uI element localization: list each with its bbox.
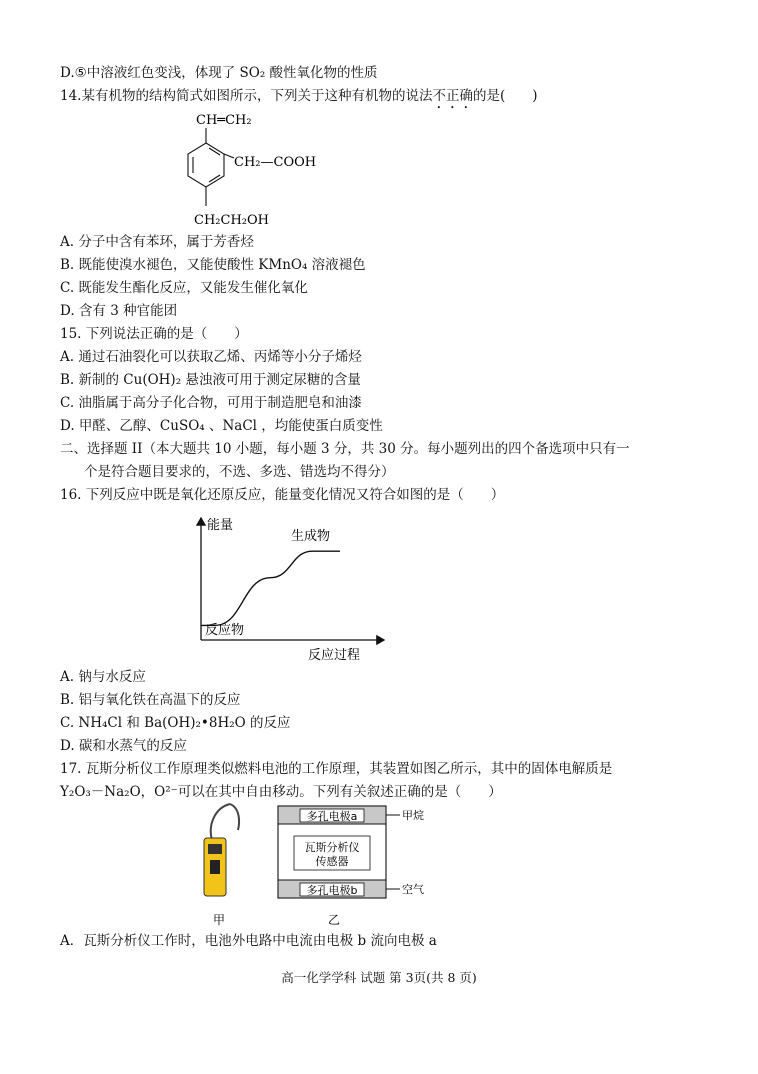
structural-formula (180, 108, 370, 232)
y-axis-label: 能量 (207, 518, 234, 533)
q14-option-c: C. 既能发生酯化反应，又能发生催化氧化 (60, 280, 308, 296)
x-axis-label: 反应过程 (308, 648, 361, 662)
q16-option-b: B. 铝与氧化铁在高温下的反应 (60, 692, 241, 708)
electrode-a-label: 多孔电极a (306, 810, 358, 823)
label-jia: 甲 (213, 913, 226, 927)
sensor-label-2: 传感器 (315, 855, 349, 868)
q14-option-a: A. 分子中含有苯环，属于芳香烃 (60, 234, 254, 250)
q17-stem: 17. 瓦斯分析仪工作原理类似燃料电池的工作原理，其装置如图乙所示，其中的固体电解质是 (60, 761, 613, 777)
q16-option-d: D. 碳和水蒸气的反应 (60, 738, 187, 754)
product-label: 生成物 (291, 529, 331, 544)
q13-option-d: D.⑤中溶液红色变浅，体现了 SO₂ 酸性氧化物的性质 (60, 65, 378, 81)
electrode-b-label: 多孔电极b (306, 884, 358, 897)
energy-diagram (190, 512, 390, 662)
q16-option-a: A. 钠与水反应 (60, 669, 146, 685)
energy-curve (201, 551, 340, 625)
gas-analyzer-figure (200, 800, 440, 928)
carboxymethyl-group: CH₂—COOH (234, 155, 317, 170)
q16-option-c: C. NH₄Cl 和 Ba(OH)₂•8H₂O 的反应 (60, 715, 291, 731)
q15-option-c: C. 油脂属于高分子化合物，可用于制造肥皂和油漆 (60, 395, 362, 411)
q16-stem: 16. 下列反应中既是氧化还原反应，能量变化情况又符合如图的是（ ） (60, 487, 505, 503)
air-label: 空气 (402, 883, 424, 896)
q17-option-a: A．瓦斯分析仪工作时，电池外电路中电流由电极 b 流向电极 a (60, 933, 437, 949)
q15-option-d: D. 甲醛、乙醇、CuSO₄ 、NaCl ，均能使蛋白质变性 (60, 418, 383, 434)
q15-option-a: A. 通过石油裂化可以获取乙烯、丙烯等小分子烯烃 (60, 349, 362, 365)
q14-option-d: D. 含有 3 种官能团 (60, 303, 178, 319)
q15-stem: 15. 下列说法正确的是（ ） (60, 326, 248, 342)
vinyl-group: CH═CH₂ (196, 113, 252, 128)
label-yi: 乙 (328, 913, 341, 927)
section-2-heading-cont: 个是符合题目要求的，不选、多选、错选均不得分） (84, 464, 395, 480)
section-2-heading: 二、选择题 II（本大题共 10 小题，每小题 3 分，共 30 分。每小题列出的四个备选项中只有一 (60, 441, 630, 457)
sensor-label-1: 瓦斯分析仪 (304, 841, 360, 854)
q14-stem: 14.某有机物的结构简式如图所示，下列关于这种有机物的说法不正确的是( ) (60, 88, 538, 104)
q15-option-b: B. 新制的 Cu(OH)₂ 悬浊液可用于测定尿糖的含量 (60, 372, 361, 388)
q14-option-b: B. 既能使溴水褪色，又能使酸性 KMnO₄ 溶液褪色 (60, 257, 366, 273)
methane-label: 甲烷 (402, 809, 424, 822)
hydroxyethyl-group: CH₂CH₂OH (194, 213, 269, 228)
gas-analyzer-device (204, 804, 239, 896)
page-footer: 高一化学学科 试题 第 3页(共 8 页) (281, 970, 477, 985)
q17-stem-cont: Y₂O₃－Na₂O，O²⁻可以在其中自由移动。下列有关叙述正确的是（ ） (60, 784, 502, 800)
reactant-label: 反应物 (205, 623, 245, 638)
